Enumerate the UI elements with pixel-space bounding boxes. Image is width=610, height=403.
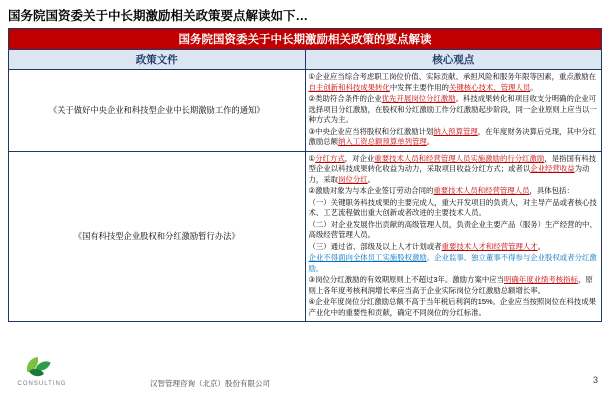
point-2-2-a: （一）关键职务科技成果的主要完成人，重大开发项目的负责人，对主导产品或者核心技术、工艺流程做出重大创新或者改进的主要技术人员。 [308, 197, 597, 218]
point-2-2-c: （三）通过省、部级及以上人才计划或者重要技术人才和经营管理人才。 [308, 241, 546, 251]
point-2-3: ③岗位分红激励的有效期原则上不超过3年。激励方案中应当明确年度业绩考核指标，原则上各年度考核利润增长率应当高于企业实际岗位分红激励总额增长率。 [308, 275, 593, 295]
page-title: 国务院国资委关于中长期激励相关政策要点解读如下… [8, 9, 309, 23]
footer-company-name: 汉智管理咨询（北京）股份有限公司 [150, 379, 270, 388]
point-1-3: ③中央企业应当将股权和分红激励计划纳入预算管理，在年度财务决算后兑现，其中分红激励总额纳入工资总额预算单列管理。 [308, 126, 597, 147]
logo-text: CONSULTING [17, 381, 67, 387]
policy-table [8, 28, 602, 322]
document-name-2 [9, 151, 306, 322]
document-name-1 [9, 70, 306, 152]
table-header-row [9, 50, 602, 70]
point-1-2: ②类助符合条件的企业优先开展岗位分红激励。科技成果转化和项目收支分明确的企业可选择项目分红激励，在股权和分红激励工作分红激励起步阶段，同一企业原则上应当以一种方式为主。 [308, 94, 597, 125]
document-label-1: 《关于做好中央企业和科技型企业中长期激励工作的通知》 [48, 104, 265, 115]
footer-divider [0, 352, 610, 353]
viewpoint-cell-2 [305, 151, 602, 322]
point-2-2: ②激励对象为与本企业签订劳动合同的重要技术人员和经营管理人员，具体包括： [308, 186, 574, 196]
viewpoint-cell-1 [305, 70, 602, 152]
point-2-2-b: （二）对企业发展作出贡献的高级管理人员，负责企业主要产品（服务）生产经营的中、高级经营管理人员。 [308, 219, 597, 240]
point-2-1: ①分红方式，对企业重要技术人员和经营管理人员实施激励的行分红激励，是指国有科技型企业以科技成果转化收益为动力，采取项目收益分红方式；或者以企业经营收益为动力，采取岗位分红。 [308, 153, 597, 184]
table-row [9, 151, 602, 322]
page-number: 3 [592, 375, 598, 385]
point-2-4: ④企业年度岗位分红激励总额不高于当年税后利润的15%。企业应当按照岗位在科技成果产业化中的重要性和贡献，确定不同岗位的分红标准。 [308, 297, 596, 317]
table-caption: 国务院国资委关于中长期激励相关政策的要点解读 [9, 29, 602, 50]
table-caption-row [9, 29, 602, 50]
point-2-2-note: 企业不得面向全体员工实施股权激励。企业监事、独立董事不得参与企业股权或者分红激励。 [308, 253, 597, 273]
point-1-1: ①企业应当综合考虑职工岗位价值、实际贡献、承担风险和服务年限等因素，重点激励在自主创新和科技成果转化中发挥主要作用的关键核心技术、管理人员。 [308, 72, 596, 92]
company-logo [10, 357, 74, 395]
column-header-document: 政策文件 [9, 50, 306, 70]
column-header-viewpoint: 核心观点 [305, 50, 602, 70]
table-row [9, 70, 602, 152]
document-label-2: 《国有科技型企业股权和分红激励暂行办法》 [73, 230, 240, 241]
